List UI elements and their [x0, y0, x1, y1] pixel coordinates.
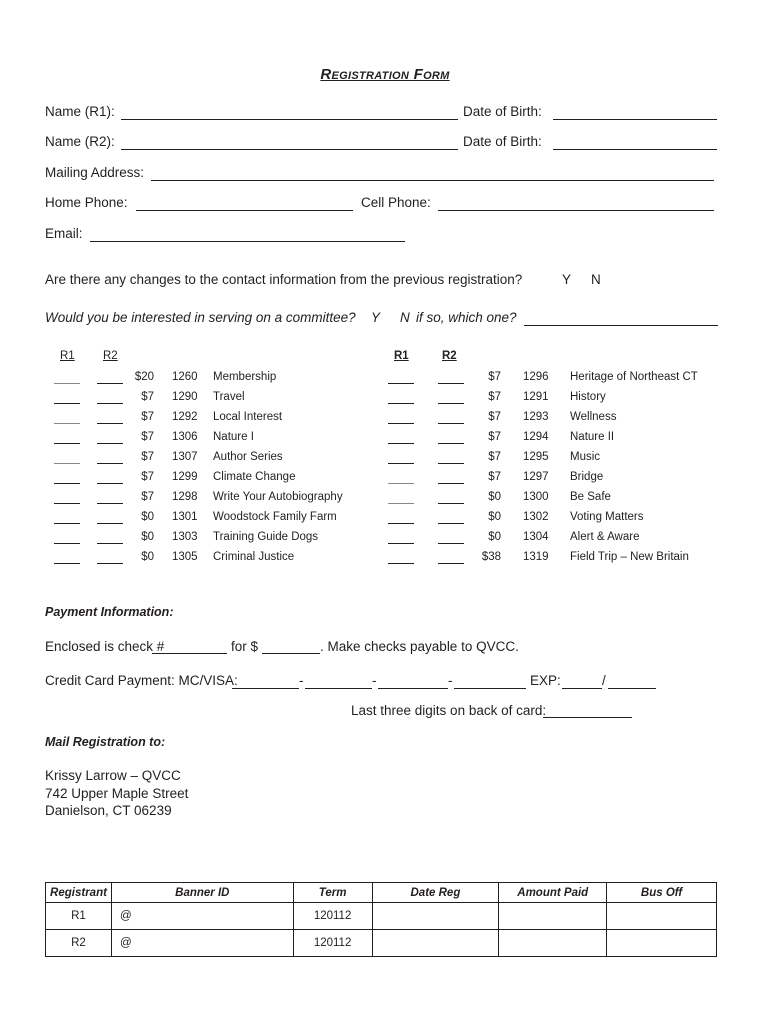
table-header-row [46, 883, 717, 903]
course-name: Wellness [570, 411, 617, 423]
name-r2-field[interactable] [121, 149, 458, 150]
right-r1-checkbox[interactable] [388, 503, 414, 504]
course-code: 1304 [523, 531, 549, 543]
name-r2-label: Name (R2): [45, 134, 115, 149]
course-name: Nature I [213, 431, 254, 443]
table-row [46, 903, 717, 930]
left-r1-checkbox[interactable] [54, 563, 80, 564]
course-price: $7 [488, 411, 501, 423]
left-r2-checkbox[interactable] [97, 423, 123, 424]
course-code: 1299 [172, 471, 198, 483]
course-price: $7 [488, 431, 501, 443]
course-code: 1302 [523, 511, 549, 523]
header-bus-off: Bus Off [607, 883, 717, 903]
office-use-table [45, 882, 717, 957]
dob-r2-label: Date of Birth: [463, 134, 542, 149]
date-reg-cell[interactable] [372, 903, 499, 930]
mailing-address-field[interactable] [151, 180, 714, 181]
course-price: $20 [134, 371, 154, 383]
cvv-field[interactable] [543, 717, 632, 718]
card-dash-1: - [299, 673, 304, 688]
course-name: Alert & Aware [570, 531, 640, 543]
left-r1-checkbox[interactable] [54, 483, 80, 484]
course-code: 1291 [523, 391, 549, 403]
card-dash-2: - [372, 673, 377, 688]
banner-id-cell[interactable]: @ [111, 930, 293, 957]
card-group-3-field[interactable] [378, 688, 448, 689]
right-r1-checkbox[interactable] [388, 523, 414, 524]
amount-paid-cell[interactable] [499, 903, 607, 930]
course-code: 1295 [523, 451, 549, 463]
course-code: 1303 [172, 531, 198, 543]
course-code: 1306 [172, 431, 198, 443]
course-price: $0 [488, 511, 501, 523]
registrant-cell: R2 [46, 930, 112, 957]
table-row [46, 930, 717, 957]
course-price: $0 [488, 491, 501, 503]
mailing-address-label: Mailing Address: [45, 165, 145, 180]
header-amount-paid: Amount Paid [499, 883, 607, 903]
name-r1-field[interactable] [121, 119, 458, 120]
left-r1-checkbox[interactable] [54, 463, 80, 464]
right-r2-checkbox[interactable] [438, 403, 464, 404]
contact-changes-question: Are there any changes to the contact information from the previous registration? [45, 272, 523, 287]
right-r2-checkbox[interactable] [438, 383, 464, 384]
course-name: History [570, 391, 606, 403]
check-prefix: Enclosed is check # [45, 639, 165, 654]
right-r2-checkbox[interactable] [438, 463, 464, 464]
course-name: Travel [213, 391, 245, 403]
card-group-1-field[interactable] [232, 688, 299, 689]
course-name: Field Trip – New Britain [570, 551, 689, 563]
right-r1-checkbox[interactable] [388, 563, 414, 564]
committee-which-label: if so, which one? [416, 310, 517, 325]
right-r2-checkbox[interactable] [438, 483, 464, 484]
course-name: Training Guide Dogs [213, 531, 319, 543]
home-phone-field[interactable] [136, 210, 353, 211]
banner-id-cell[interactable]: @ [111, 903, 293, 930]
right-r1-checkbox[interactable] [388, 403, 414, 404]
payment-heading: Payment Information: [45, 605, 174, 619]
dob-r2-field[interactable] [553, 149, 717, 150]
cvv-label: Last three digits on back of card: [351, 703, 547, 718]
date-reg-cell[interactable] [372, 930, 499, 957]
left-r1-checkbox[interactable] [54, 383, 80, 384]
course-name: Be Safe [570, 491, 611, 503]
course-code: 1300 [523, 491, 549, 503]
course-price: $0 [141, 511, 154, 523]
left-r1-checkbox[interactable] [54, 543, 80, 544]
contact-changes-no[interactable]: N [591, 272, 601, 287]
email-label: Email: [45, 226, 83, 241]
header-banner-id: Banner ID [111, 883, 293, 903]
card-group-2-field[interactable] [305, 688, 372, 689]
left-r2-checkbox[interactable] [97, 483, 123, 484]
left-r1-checkbox[interactable] [54, 503, 80, 504]
course-name: Climate Change [213, 471, 296, 483]
dob-r1-field[interactable] [553, 119, 717, 120]
right-r1-header: R1 [394, 350, 409, 362]
course-code: 1301 [172, 511, 198, 523]
right-r2-checkbox[interactable] [438, 443, 464, 444]
course-name: Nature II [570, 431, 615, 443]
dob-r1-label: Date of Birth: [463, 104, 542, 119]
mail-heading: Mail Registration to: [45, 735, 166, 749]
bus-off-cell[interactable] [607, 930, 717, 957]
course-code: 1298 [172, 491, 198, 503]
term-cell: 120112 [293, 903, 372, 930]
left-r2-header: R2 [103, 350, 118, 362]
right-r1-checkbox[interactable] [388, 483, 414, 484]
course-name: Write Your Autobiography [213, 491, 343, 503]
left-r1-checkbox[interactable] [54, 403, 80, 404]
right-r2-checkbox[interactable] [438, 503, 464, 504]
exp-year-field[interactable] [608, 688, 656, 689]
registrant-cell: R1 [46, 903, 112, 930]
right-r1-checkbox[interactable] [388, 543, 414, 544]
bus-off-cell[interactable] [607, 903, 717, 930]
header-date-reg: Date Reg [372, 883, 499, 903]
check-payable-note: . Make checks payable to QVCC. [320, 639, 519, 654]
check-for-label: for $ [231, 639, 259, 654]
course-code: 1297 [523, 471, 549, 483]
course-name: Heritage of Northeast CT [570, 371, 698, 383]
course-name: Woodstock Family Farm [213, 511, 337, 523]
check-amount-field[interactable] [262, 653, 320, 654]
card-label: Credit Card Payment: MC/VISA: [45, 673, 238, 688]
left-r2-checkbox[interactable] [97, 443, 123, 444]
right-r1-checkbox[interactable] [388, 423, 414, 424]
course-name: Local Interest [213, 411, 283, 423]
header-term: Term [293, 883, 372, 903]
right-r2-header: R2 [442, 350, 457, 362]
course-price: $7 [141, 471, 154, 483]
left-r2-checkbox[interactable] [97, 463, 123, 464]
card-dash-3: - [448, 673, 453, 688]
course-price: $7 [141, 491, 154, 503]
left-r2-checkbox[interactable] [97, 523, 123, 524]
course-code: 1292 [172, 411, 198, 423]
course-name: Bridge [570, 471, 604, 483]
committee-yes[interactable]: Y [371, 310, 381, 325]
left-r1-header: R1 [60, 350, 75, 362]
course-code: 1290 [172, 391, 198, 403]
exp-month-field[interactable] [562, 688, 602, 689]
right-r2-checkbox[interactable] [438, 543, 464, 544]
committee-no[interactable]: N [400, 310, 410, 325]
check-number-field[interactable] [152, 653, 227, 654]
term-cell: 120112 [293, 930, 372, 957]
course-price: $0 [141, 531, 154, 543]
course-price: $38 [481, 551, 501, 563]
course-name: Criminal Justice [213, 551, 295, 563]
cell-phone-label: Cell Phone: [361, 195, 431, 210]
course-code: 1305 [172, 551, 198, 563]
course-code: 1260 [172, 371, 198, 383]
course-price: $7 [488, 451, 501, 463]
committee-which-field[interactable] [524, 325, 718, 326]
left-r1-checkbox[interactable] [54, 443, 80, 444]
cell-phone-field[interactable] [438, 210, 714, 211]
right-r2-checkbox[interactable] [438, 423, 464, 424]
right-r1-checkbox[interactable] [388, 443, 414, 444]
right-r2-checkbox[interactable] [438, 523, 464, 524]
email-field[interactable] [90, 241, 405, 242]
left-r1-checkbox[interactable] [54, 423, 80, 424]
left-r2-checkbox[interactable] [97, 563, 123, 564]
course-price: $7 [141, 431, 154, 443]
exp-slash: / [602, 673, 606, 688]
committee-question: Would you be interested in serving on a committee? [45, 310, 356, 325]
course-code: 1296 [523, 371, 549, 383]
course-price: $7 [488, 391, 501, 403]
right-r2-checkbox[interactable] [438, 563, 464, 564]
course-code: 1294 [523, 431, 549, 443]
course-name: Voting Matters [570, 511, 644, 523]
course-price: $0 [488, 531, 501, 543]
left-r2-checkbox[interactable] [97, 503, 123, 504]
amount-paid-cell[interactable] [499, 930, 607, 957]
card-group-4-field[interactable] [454, 688, 526, 689]
home-phone-label: Home Phone: [45, 195, 128, 210]
exp-label: EXP: [530, 673, 561, 688]
left-r2-checkbox[interactable] [97, 543, 123, 544]
header-registrant: Registrant [46, 883, 112, 903]
right-r1-checkbox[interactable] [388, 383, 414, 384]
name-r1-label: Name (R1): [45, 104, 115, 119]
course-price: $0 [141, 551, 154, 563]
left-r2-checkbox[interactable] [97, 383, 123, 384]
course-code: 1307 [172, 451, 198, 463]
left-r1-checkbox[interactable] [54, 523, 80, 524]
course-price: $7 [141, 451, 154, 463]
course-price: $7 [488, 371, 501, 383]
contact-changes-yes[interactable]: Y [562, 272, 572, 287]
course-name: Music [570, 451, 601, 463]
course-price: $7 [141, 391, 154, 403]
mail-line-2: 742 Upper Maple Street [45, 786, 189, 801]
course-name: Author Series [213, 451, 283, 463]
course-code: 1319 [523, 551, 549, 563]
course-code: 1293 [523, 411, 549, 423]
course-name: Membership [213, 371, 277, 383]
right-r1-checkbox[interactable] [388, 463, 414, 464]
form-title: Registration Form [320, 66, 450, 83]
mail-line-3: Danielson, CT 06239 [45, 803, 172, 818]
left-r2-checkbox[interactable] [97, 403, 123, 404]
mail-line-1: Krissy Larrow – QVCC [45, 768, 181, 783]
course-price: $7 [488, 471, 501, 483]
course-price: $7 [141, 411, 154, 423]
